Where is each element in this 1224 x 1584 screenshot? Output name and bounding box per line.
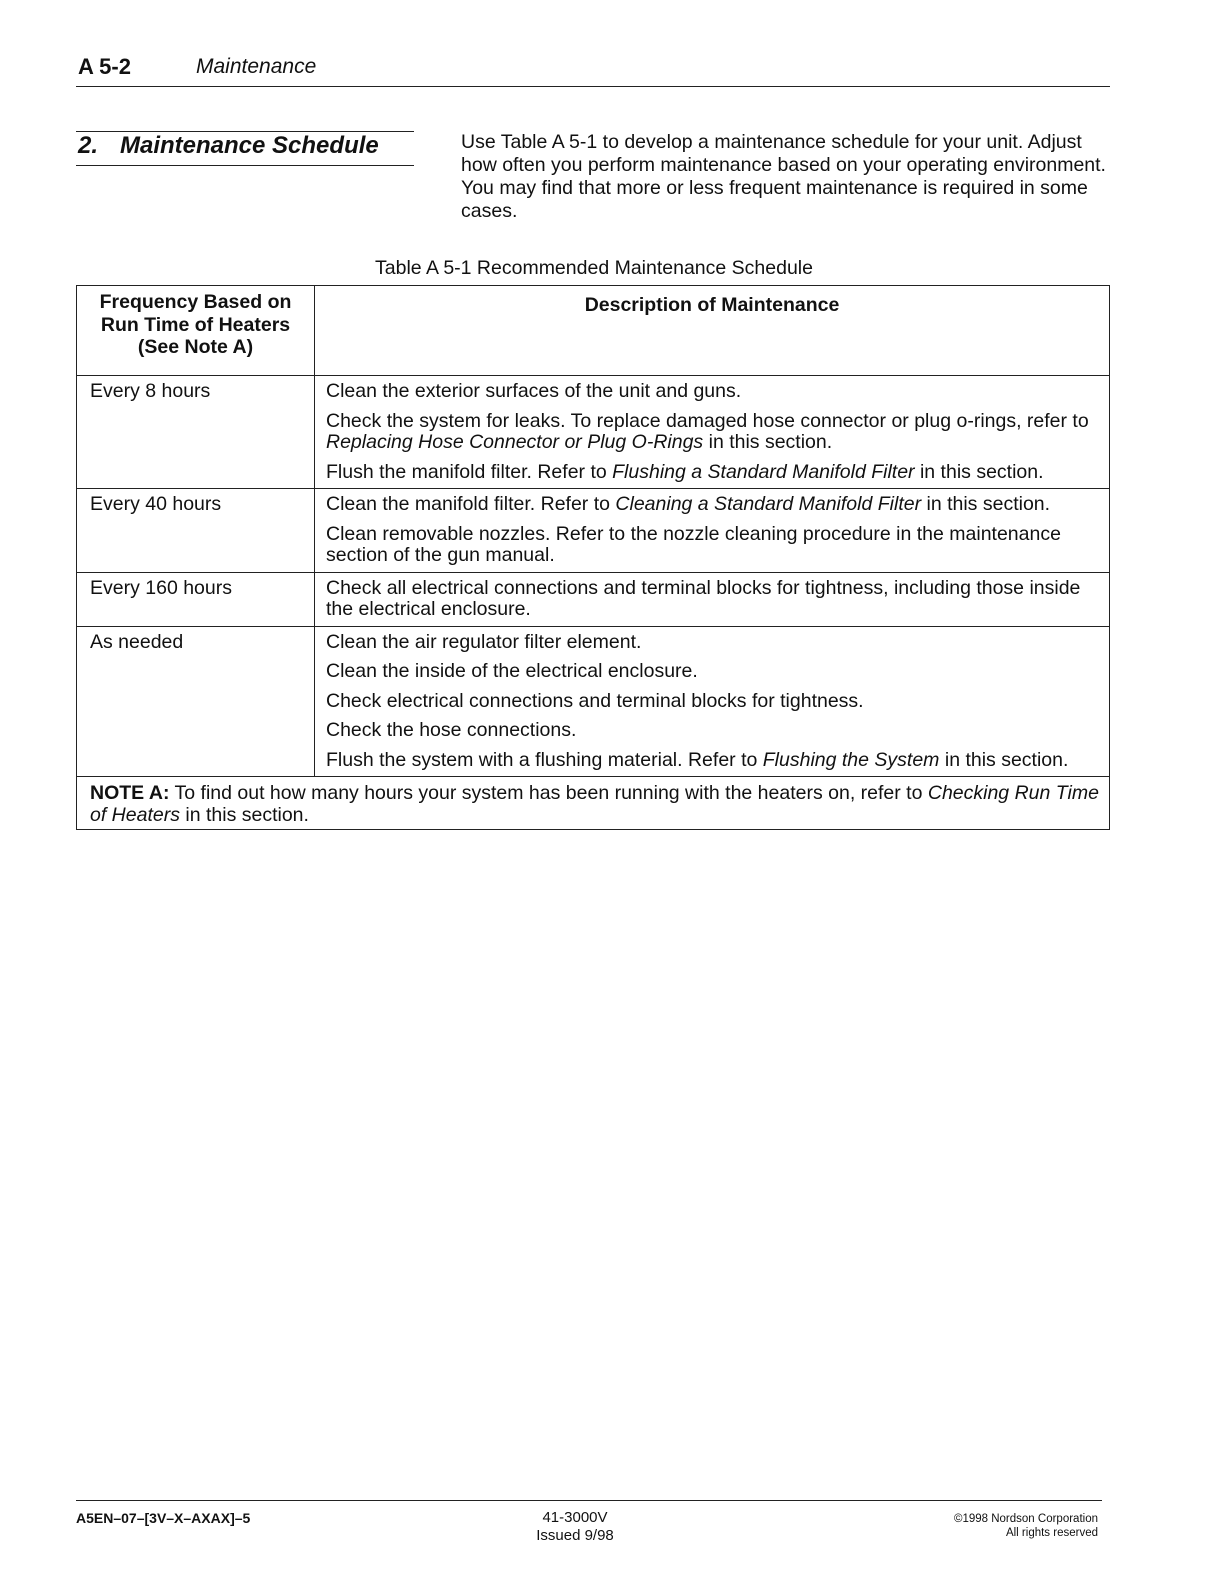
frequency-header-line: Frequency Based on: [99, 291, 292, 313]
part-number: 41-3000V: [542, 1509, 608, 1526]
note-label: NOTE A:: [90, 782, 170, 804]
task-cross-reference: Replacing Hose Connector or Plug O-Rings: [326, 431, 704, 453]
frequency-cell: Every 40 hours: [77, 489, 315, 573]
task-text-end: in this section.: [939, 748, 1069, 771]
maintenance-task: Clean the air regulator filter element.: [326, 630, 642, 653]
heading-rule-bottom: [76, 165, 414, 166]
header-divider: [76, 86, 1110, 87]
frequency-cell: As needed: [77, 626, 315, 777]
table-caption-text: Table A 5-1 Recommended Maintenance Schedule: [375, 257, 813, 279]
maintenance-task: Clean the inside of the electrical enclosure.: [326, 660, 698, 682]
copyright-line: ©1998 Nordson Corporation: [953, 1513, 1098, 1525]
frequency-header-line: Run Time of Heaters: [100, 313, 291, 336]
description-cell: [315, 626, 1110, 777]
note-text-end: in this section.: [179, 803, 309, 826]
task-text: Flush the system with a flushing material. Refer to: [326, 748, 763, 771]
task-text-end: in this section.: [703, 431, 833, 453]
task-cross-reference: Flushing the System: [762, 748, 940, 771]
table-row: [77, 376, 1110, 489]
maintenance-task: Clean removable nozzles. Refer to the nozzle cleaning procedure in the maintenance section of the gun manual.: [326, 522, 1061, 566]
page-number: A 5-2: [78, 54, 131, 79]
task-cross-reference: Cleaning a Standard Manifold Filter: [615, 493, 922, 515]
section-heading: [78, 132, 379, 160]
intro-paragraph: Use Table A 5-1 to develop a maintenance schedule for your unit. Adjust how often you perform maintenance based on your operating environment. You may find that more or less frequent maintenance is required in some cases.: [461, 131, 1106, 222]
maintenance-task: [326, 459, 1101, 489]
description-cell: [315, 489, 1110, 573]
maintenance-task: [326, 491, 1101, 521]
issue-date: Issued 9/98: [536, 1527, 614, 1544]
table-row: [77, 626, 1110, 777]
frequency-cell: Every 8 hours: [77, 376, 315, 489]
task-text: Clean the manifold filter. Refer to: [326, 493, 616, 515]
frequency-header-line: (See Note A): [137, 336, 254, 358]
note-row: [77, 777, 1110, 830]
task-text: Check the system for leaks. To replace damaged hose connector or plug o-rings, refer to: [326, 409, 1089, 432]
description-cell: [315, 376, 1110, 489]
note-cross-reference: Checking Run Time of Heaters: [90, 782, 1099, 826]
description-cell: [315, 572, 1110, 626]
task-text: Flush the manifold filter. Refer to: [326, 460, 613, 483]
task-text-end: in this section.: [921, 493, 1051, 515]
frequency-column-header: [77, 286, 315, 376]
section-title: Maintenance Schedule: [120, 132, 379, 159]
footer-center: [500, 1509, 650, 1545]
maintenance-task: Check the hose connections.: [326, 719, 577, 741]
table-header-row: [77, 286, 1110, 376]
document-code: A5EN–07–[3V–X–AXAX]–5: [76, 1510, 251, 1526]
footer-copyright: [880, 1512, 1098, 1540]
running-section-title: Maintenance: [196, 55, 317, 78]
description-column-header: Description of Maintenance: [315, 286, 1110, 376]
maintenance-task: Check all electrical connections and terminal blocks for tightness, including those inside the electrical enclosure.: [326, 576, 1081, 620]
section-number: 2.: [78, 132, 99, 159]
table-row: [77, 489, 1110, 573]
table-row: [77, 572, 1110, 626]
task-text-end: in this section.: [914, 460, 1044, 483]
frequency-cell: Every 160 hours: [77, 572, 315, 626]
table-caption: [0, 257, 1224, 280]
maintenance-task: Check electrical connections and terminal blocks for tightness.: [326, 689, 864, 712]
maintenance-task: [326, 747, 1101, 777]
maintenance-task: Clean the exterior surfaces of the unit and guns.: [326, 380, 742, 402]
task-cross-reference: Flushing a Standard Manifold Filter: [612, 460, 915, 483]
rights-line: All rights reserved: [1005, 1527, 1098, 1539]
maintenance-schedule-table: [76, 285, 1110, 830]
maintenance-task: [326, 408, 1101, 459]
footer-divider: [76, 1500, 1102, 1501]
note-text: To find out how many hours your system has been running with the heaters on, refer to: [169, 782, 928, 804]
note-cell: [77, 777, 1110, 830]
